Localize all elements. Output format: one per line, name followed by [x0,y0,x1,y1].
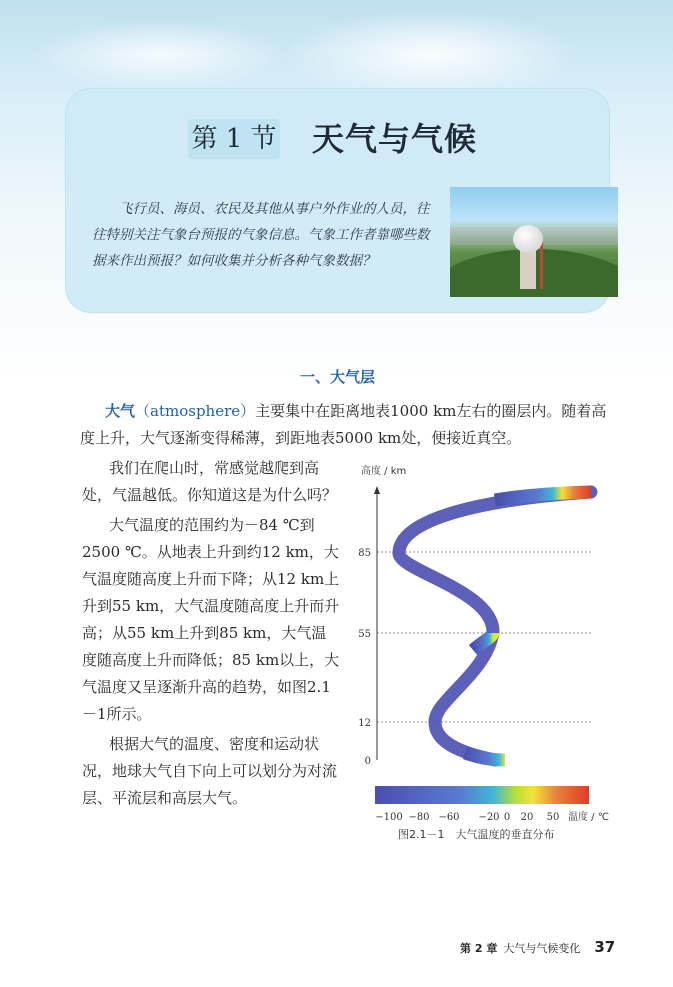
section-intro-text: 飞行员、海员、农民及其他从事户外作业的人员，往往特别关注气象台预报的气象信息。气象工作者靠哪些数据来作出预报？如何收集并分析各种气象数据？ [92,201,430,269]
section-title: 天气与气候 [312,120,478,158]
y-tick-label: 12 [358,718,371,729]
cloud-decoration [280,10,580,100]
figure-caption: 图2.1－1 大气温度的垂直分布 [398,828,555,841]
paragraph-temperature-range: 大气温度的范围约为－84 ℃到2500 ℃。从地表上升到约12 km，大气温度随高度上升而下降；从12 km上升到55 km，大气温度随高度上升而升高；从55 km上升到85 km，大气温度随高度上升而降低；85 km以上，大气温度又呈逐渐升高的趋势，如图2.1－1所示。 [82,516,340,723]
x-tick-label: 0 [503,812,511,823]
subheading-atmosphere: 一、大气层 [300,368,376,386]
page-footer [460,938,615,956]
chart-svg [355,460,617,850]
curve-upper-segment [495,492,591,500]
photo-mast [540,241,543,289]
y-tick-label: 0 [364,756,371,767]
section-number-tag: 第 1 节 [188,119,280,159]
radar-dome-icon [513,225,543,253]
color-scale-bar [375,786,589,804]
y-tick-label: 55 [358,629,371,640]
paragraph-atmosphere-definition [80,398,610,452]
temperature-profile-chart [355,460,617,850]
y-axis-arrow [374,486,380,494]
curve-surface-segment [465,753,505,760]
x-tick-label: −20 [478,812,500,823]
cloud-decoration [30,20,290,90]
paragraph-mountain-question: 我们在爬山时，常感觉越爬到高处，气温越低。你知道这是为什么吗？ [82,459,338,504]
term-atmosphere: 大气 [105,402,136,420]
x-tick-label: −100 [375,812,403,823]
paragraph-layer-division: 根据大气的温度、密度和运动状况，地球大气自下向上可以划分为对流层、平流层和高层大气。 [82,735,338,807]
left-column-text [82,455,340,815]
temperature-curve [399,492,591,760]
page-number: 37 [594,938,616,956]
chapter-number: 第 2 章 [460,942,498,955]
x-tick-label: 20 [520,812,534,823]
x-tick-label: 50 [546,812,560,823]
x-axis-label: 温度 / ℃ [568,812,609,823]
y-axis-label: 高度 / km [361,466,407,477]
y-tick-label: 85 [358,548,371,559]
chapter-title: 大气与气候变化 [503,942,581,955]
paragraph-text: 主要集中在距离地表1000 km左右的圈层内。随着高度上升，大气逐渐变得稀薄，到距地表5000 km处，便接近真空。 [80,402,607,447]
term-english: （atmosphere） [135,402,256,420]
x-tick-label: −60 [438,812,460,823]
x-tick-label: −80 [408,812,430,823]
weather-radar-photo [450,187,618,297]
